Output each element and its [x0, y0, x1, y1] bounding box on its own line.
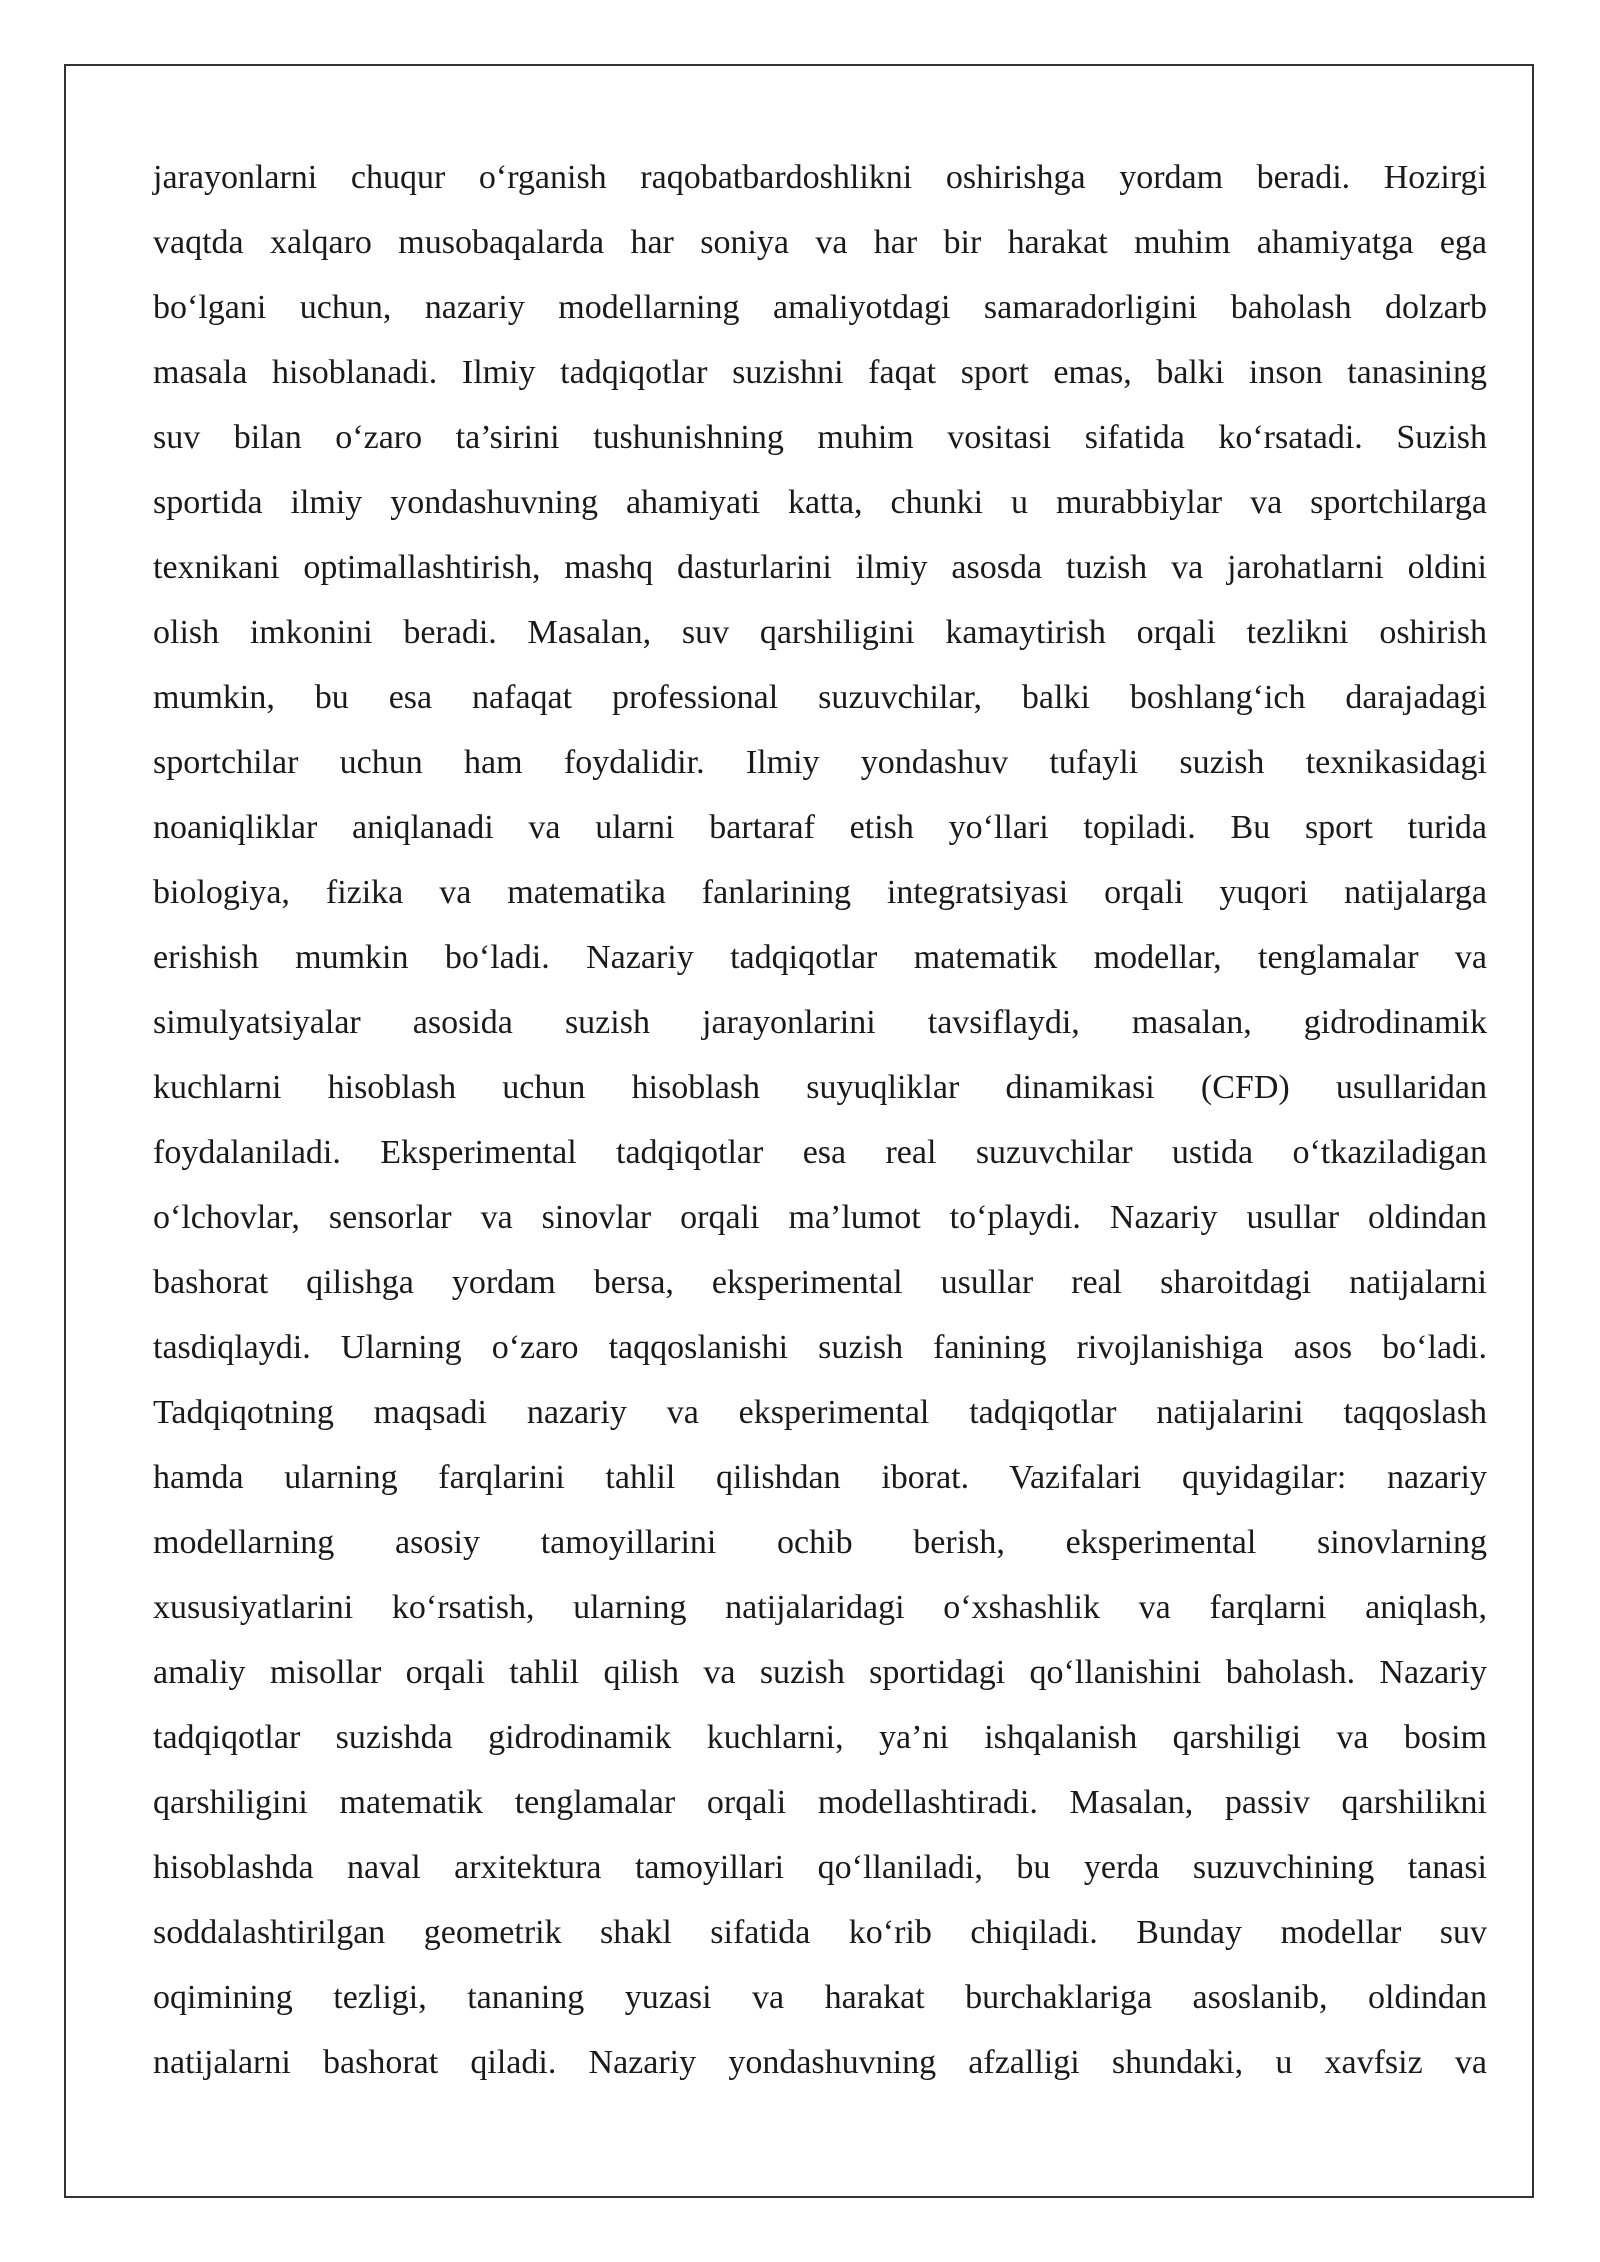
text-line: simulyatsiyalar asosida suzish jarayonlarini tavsiflaydi, masalan, gidrodinamik [153, 1004, 1487, 1041]
body-paragraph [153, 145, 1487, 2095]
text-line: texnikani optimallashtirish, mashq dasturlarini ilmiy asosda tuzish va jarohatlarni oldini [153, 549, 1487, 586]
text-line: foydalaniladi. Eksperimental tadqiqotlar esa real suzuvchilar ustida o‘tkaziladigan [153, 1134, 1487, 1171]
text-line: amaliy misollar orqali tahlil qilish va suzish sportidagi qo‘llanishini baholash. Nazariy [153, 1654, 1487, 1691]
text-line: tadqiqotlar suzishda gidrodinamik kuchlarni, ya’ni ishqalanish qarshiligi va bosim [153, 1719, 1487, 1756]
text-line: bo‘lgani uchun, nazariy modellarning amaliyotdagi samaradorligini baholash dolzarb [153, 289, 1487, 326]
text-line: bashorat qilishga yordam bersa, eksperimental usullar real sharoitdagi natijalarni [153, 1264, 1487, 1301]
text-line: hamda ularning farqlarini tahlil qilishdan iborat. Vazifalari quyidagilar: nazariy [153, 1459, 1487, 1496]
text-line: natijalarni bashorat qiladi. Nazariy yondashuvning afzalligi shundaki, u xavfsiz va [153, 2044, 1487, 2081]
text-line: kuchlarni hisoblash uchun hisoblash suyuqliklar dinamikasi (CFD) usullaridan [153, 1069, 1487, 1106]
text-line: sportchilar uchun ham foydalidir. Ilmiy yondashuv tufayli suzish texnikasidagi [153, 744, 1487, 781]
text-line: olish imkonini beradi. Masalan, suv qarshiligini kamaytirish orqali tezlikni oshirish [153, 614, 1487, 651]
text-line: masala hisoblanadi. Ilmiy tadqiqotlar suzishni faqat sport emas, balki inson tanasining [153, 354, 1487, 391]
text-line: hisoblashda naval arxitektura tamoyillari qo‘llaniladi, bu yerda suzuvchining tanasi [153, 1849, 1487, 1886]
text-line: jarayonlarni chuqur o‘rganish raqobatbardoshlikni oshirishga yordam beradi. Hozirgi [153, 159, 1487, 196]
text-line: vaqtda xalqaro musobaqalarda har soniya va har bir harakat muhim ahamiyatga ega [153, 224, 1487, 261]
text-line: noaniqliklar aniqlanadi va ularni bartaraf etish yo‘llari topiladi. Bu sport turida [153, 809, 1487, 846]
text-line: xususiyatlarini ko‘rsatish, ularning natijalaridagi o‘xshashlik va farqlarni aniqlash, [153, 1589, 1487, 1626]
text-line: suv bilan o‘zaro ta’sirini tushunishning muhim vositasi sifatida ko‘rsatadi. Suzish [153, 419, 1487, 456]
text-line: soddalashtirilgan geometrik shakl sifatida ko‘rib chiqiladi. Bunday modellar suv [153, 1914, 1487, 1951]
text-line: tasdiqlaydi. Ularning o‘zaro taqqoslanishi suzish fanining rivojlanishiga asos bo‘ladi. [153, 1329, 1487, 1366]
text-line: sportida ilmiy yondashuvning ahamiyati katta, chunki u murabbiylar va sportchilarga [153, 484, 1487, 521]
text-line: mumkin, bu esa nafaqat professional suzuvchilar, balki boshlang‘ich darajadagi [153, 679, 1487, 716]
text-line: o‘lchovlar, sensorlar va sinovlar orqali ma’lumot to‘playdi. Nazariy usullar oldindan [153, 1199, 1487, 1236]
text-line: modellarning asosiy tamoyillarini ochib berish, eksperimental sinovlarning [153, 1524, 1487, 1561]
text-line: Tadqiqotning maqsadi nazariy va eksperimental tadqiqotlar natijalarini taqqoslash [153, 1394, 1487, 1431]
text-line: biologiya, fizika va matematika fanlarining integratsiyasi orqali yuqori natijalarga [153, 874, 1487, 911]
text-line: qarshiligini matematik tenglamalar orqali modellashtiradi. Masalan, passiv qarshilikni [153, 1784, 1487, 1821]
text-line: oqimining tezligi, tananing yuzasi va harakat burchaklariga asoslanib, oldindan [153, 1979, 1487, 2016]
text-line: erishish mumkin bo‘ladi. Nazariy tadqiqotlar matematik modellar, tenglamalar va [153, 939, 1487, 976]
